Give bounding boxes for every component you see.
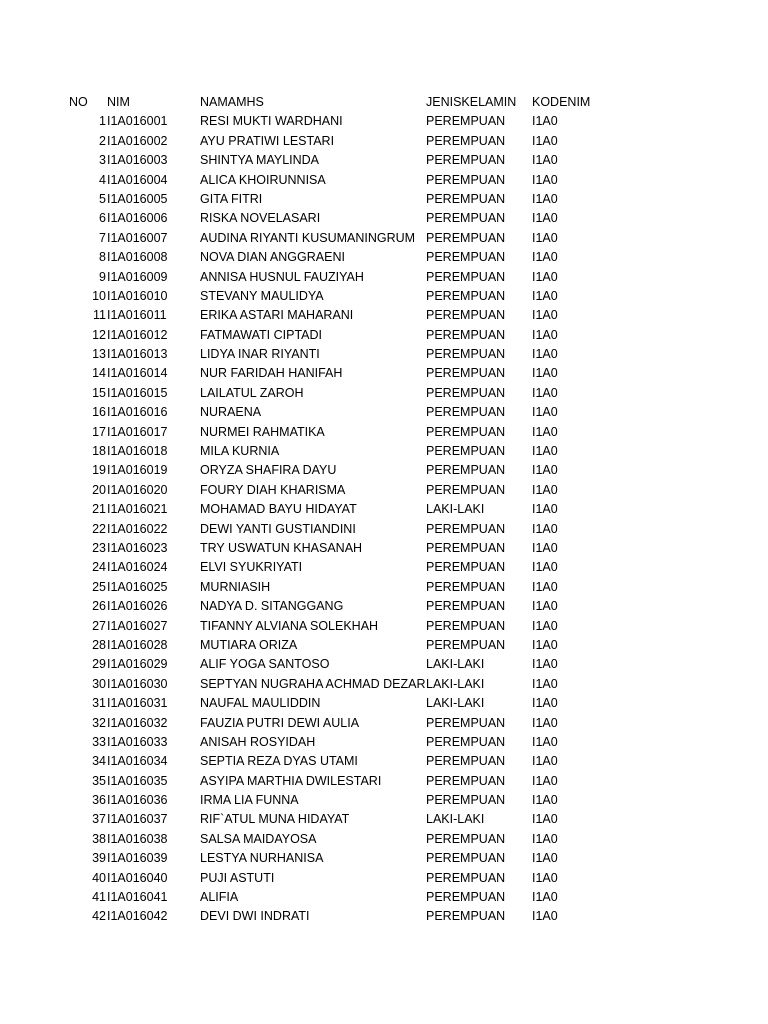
- table-row: [0, 558, 768, 577]
- cell-nim: I1A016032: [107, 715, 168, 730]
- cell-kodenim: I1A0: [532, 890, 558, 905]
- cell-nim: I1A016006: [107, 211, 168, 226]
- table-row: [0, 888, 768, 907]
- cell-jeniskelamin: PEREMPUAN: [426, 250, 506, 265]
- header-namamhs: NAMAMHS: [200, 95, 264, 109]
- cell-kodenim: I1A0: [532, 153, 558, 168]
- table-row: [0, 287, 768, 306]
- table-row: [0, 345, 768, 364]
- cell-jeniskelamin: PEREMPUAN: [426, 269, 506, 284]
- cell-namamhs: MUTIARA ORIZA: [200, 637, 298, 652]
- cell-kodenim: I1A0: [532, 599, 558, 614]
- cell-nim: I1A016016: [107, 405, 168, 420]
- cell-nim: I1A016028: [107, 637, 168, 652]
- cell-nim: I1A016007: [107, 230, 168, 245]
- cell-nim: I1A016036: [107, 793, 168, 808]
- cell-nim: I1A016030: [107, 676, 168, 691]
- table-row: [0, 209, 768, 228]
- cell-kodenim: I1A0: [532, 851, 558, 866]
- cell-no: 19: [92, 463, 106, 478]
- cell-nim: I1A016013: [107, 347, 168, 362]
- cell-kodenim: I1A0: [532, 114, 558, 129]
- cell-jeniskelamin: PEREMPUAN: [426, 540, 506, 555]
- table-body: [0, 112, 768, 926]
- cell-kodenim: I1A0: [532, 579, 558, 594]
- table-row: [0, 306, 768, 325]
- cell-kodenim: I1A0: [532, 812, 558, 827]
- cell-no: 14: [92, 366, 106, 381]
- cell-kodenim: I1A0: [532, 250, 558, 265]
- table-row: [0, 442, 768, 461]
- cell-namamhs: TIFANNY ALVIANA SOLEKHAH: [200, 618, 379, 633]
- cell-jeniskelamin: PEREMPUAN: [426, 831, 506, 846]
- cell-kodenim: I1A0: [532, 424, 558, 439]
- cell-namamhs: ELVI SYUKRIYATI: [200, 560, 303, 575]
- cell-nim: I1A016022: [107, 521, 168, 536]
- cell-kodenim: I1A0: [532, 482, 558, 497]
- table-row: [0, 772, 768, 791]
- cell-nim: I1A016023: [107, 540, 168, 555]
- cell-namamhs: MILA KURNIA: [200, 444, 280, 459]
- cell-namamhs: AUDINA RIYANTI KUSUMANINGRUM: [200, 230, 416, 245]
- cell-jeniskelamin: PEREMPUAN: [426, 909, 506, 924]
- table-row: [0, 694, 768, 713]
- cell-kodenim: I1A0: [532, 521, 558, 536]
- table-row: [0, 655, 768, 674]
- cell-namamhs: IRMA LIA FUNNA: [200, 793, 299, 808]
- cell-namamhs: RIF`ATUL MUNA HIDAYAT: [200, 812, 350, 827]
- table-header-row: [0, 93, 768, 112]
- table-row: [0, 869, 768, 888]
- cell-no: 32: [92, 715, 106, 730]
- cell-namamhs: NUR FARIDAH HANIFAH: [200, 366, 343, 381]
- cell-namamhs: SEPTIA REZA DYAS UTAMI: [200, 754, 358, 769]
- cell-jeniskelamin: PEREMPUAN: [426, 618, 506, 633]
- cell-no: 31: [92, 696, 106, 711]
- cell-jeniskelamin: LAKI-LAKI: [426, 657, 485, 672]
- cell-no: 27: [92, 618, 106, 633]
- cell-no: 33: [92, 734, 106, 749]
- cell-no: 11: [93, 308, 106, 323]
- table-row: [0, 229, 768, 248]
- cell-jeniskelamin: PEREMPUAN: [426, 308, 506, 323]
- cell-no: 35: [92, 773, 106, 788]
- cell-kodenim: I1A0: [532, 754, 558, 769]
- cell-jeniskelamin: PEREMPUAN: [426, 133, 506, 148]
- cell-no: 7: [99, 230, 106, 245]
- cell-jeniskelamin: PEREMPUAN: [426, 773, 506, 788]
- table-row: [0, 520, 768, 539]
- cell-namamhs: PUJI ASTUTI: [200, 870, 275, 885]
- cell-namamhs: RESI MUKTI WARDHANI: [200, 114, 343, 129]
- cell-jeniskelamin: PEREMPUAN: [426, 463, 506, 478]
- cell-jeniskelamin: PEREMPUAN: [426, 521, 506, 536]
- cell-no: 34: [92, 754, 106, 769]
- cell-jeniskelamin: PEREMPUAN: [426, 599, 506, 614]
- table-row: [0, 190, 768, 209]
- cell-nim: I1A016005: [107, 191, 168, 206]
- cell-jeniskelamin: PEREMPUAN: [426, 890, 506, 905]
- cell-jeniskelamin: PEREMPUAN: [426, 715, 506, 730]
- table-row: [0, 384, 768, 403]
- cell-nim: I1A016040: [107, 870, 168, 885]
- cell-nim: I1A016009: [107, 269, 168, 284]
- cell-jeniskelamin: PEREMPUAN: [426, 870, 506, 885]
- student-table: [0, 93, 768, 927]
- cell-no: 28: [92, 637, 106, 652]
- cell-nim: I1A016003: [107, 153, 168, 168]
- cell-jeniskelamin: PEREMPUAN: [426, 793, 506, 808]
- cell-jeniskelamin: PEREMPUAN: [426, 444, 506, 459]
- table-row: [0, 830, 768, 849]
- cell-nim: I1A016011: [107, 308, 167, 323]
- table-row: [0, 617, 768, 636]
- cell-no: 3: [99, 153, 106, 168]
- cell-namamhs: FAUZIA PUTRI DEWI AULIA: [200, 715, 360, 730]
- header-kodenim: KODENIM: [532, 95, 591, 109]
- cell-nim: I1A016031: [107, 696, 168, 711]
- cell-no: 29: [92, 657, 106, 672]
- cell-no: 39: [92, 851, 106, 866]
- cell-namamhs: DEVI DWI INDRATI: [200, 909, 310, 924]
- cell-nim: I1A016014: [107, 366, 168, 381]
- cell-namamhs: STEVANY MAULIDYA: [200, 288, 324, 303]
- table-row: [0, 636, 768, 655]
- cell-nim: I1A016025: [107, 579, 168, 594]
- cell-kodenim: I1A0: [532, 734, 558, 749]
- cell-namamhs: FATMAWATI CIPTADI: [200, 327, 322, 342]
- cell-no: 36: [92, 793, 106, 808]
- cell-jeniskelamin: LAKI-LAKI: [426, 696, 485, 711]
- cell-namamhs: ASYIPA MARTHIA DWILESTARI: [200, 773, 382, 788]
- cell-nim: I1A016010: [107, 288, 168, 303]
- cell-nim: I1A016004: [107, 172, 168, 187]
- cell-nim: I1A016021: [107, 502, 168, 517]
- cell-namamhs: LIDYA INAR RIYANTI: [200, 347, 320, 362]
- cell-kodenim: I1A0: [532, 133, 558, 148]
- cell-no: 37: [92, 812, 106, 827]
- table-row: [0, 112, 768, 131]
- cell-nim: I1A016015: [107, 385, 168, 400]
- cell-namamhs: FOURY DIAH KHARISMA: [200, 482, 346, 497]
- cell-namamhs: ORYZA SHAFIRA DAYU: [200, 463, 337, 478]
- cell-jeniskelamin: PEREMPUAN: [426, 347, 506, 362]
- cell-jeniskelamin: PEREMPUAN: [426, 560, 506, 575]
- cell-no: 40: [92, 870, 106, 885]
- cell-kodenim: I1A0: [532, 909, 558, 924]
- cell-no: 41: [92, 890, 106, 905]
- cell-kodenim: I1A0: [532, 657, 558, 672]
- table-row: [0, 733, 768, 752]
- table-row: [0, 364, 768, 383]
- cell-kodenim: I1A0: [532, 502, 558, 517]
- cell-no: 4: [99, 172, 106, 187]
- cell-nim: I1A016008: [107, 250, 168, 265]
- cell-jeniskelamin: PEREMPUAN: [426, 288, 506, 303]
- table-row: [0, 132, 768, 151]
- cell-namamhs: ANNISA HUSNUL FAUZIYAH: [200, 269, 364, 284]
- table-row: [0, 500, 768, 519]
- cell-jeniskelamin: PEREMPUAN: [426, 385, 506, 400]
- table-row: [0, 714, 768, 733]
- cell-kodenim: I1A0: [532, 211, 558, 226]
- cell-jeniskelamin: PEREMPUAN: [426, 424, 506, 439]
- cell-kodenim: I1A0: [532, 618, 558, 633]
- cell-namamhs: MURNIASIH: [200, 579, 271, 594]
- cell-nim: I1A016027: [107, 618, 168, 633]
- cell-jeniskelamin: PEREMPUAN: [426, 191, 506, 206]
- cell-no: 25: [92, 579, 106, 594]
- cell-namamhs: ALICA KHOIRUNNISA: [200, 172, 326, 187]
- cell-no: 20: [92, 482, 106, 497]
- cell-kodenim: I1A0: [532, 560, 558, 575]
- cell-jeniskelamin: PEREMPUAN: [426, 366, 506, 381]
- cell-no: 16: [92, 405, 106, 420]
- cell-jeniskelamin: PEREMPUAN: [426, 153, 506, 168]
- cell-nim: I1A016002: [107, 133, 168, 148]
- cell-no: 38: [92, 831, 106, 846]
- cell-kodenim: I1A0: [532, 269, 558, 284]
- cell-kodenim: I1A0: [532, 870, 558, 885]
- table-row: [0, 578, 768, 597]
- table-row: [0, 151, 768, 170]
- cell-nim: I1A016037: [107, 812, 168, 827]
- cell-no: 18: [92, 444, 106, 459]
- cell-namamhs: GITA FITRI: [200, 191, 263, 206]
- cell-nim: I1A016024: [107, 560, 168, 575]
- cell-kodenim: I1A0: [532, 540, 558, 555]
- cell-no: 10: [92, 288, 106, 303]
- table-row: [0, 268, 768, 287]
- cell-no: 12: [92, 327, 106, 342]
- cell-namamhs: LAILATUL ZAROH: [200, 385, 304, 400]
- cell-namamhs: AYU PRATIWI LESTARI: [200, 133, 335, 148]
- cell-no: 21: [92, 502, 106, 517]
- cell-jeniskelamin: PEREMPUAN: [426, 754, 506, 769]
- cell-nim: I1A016035: [107, 773, 168, 788]
- cell-nim: I1A016012: [107, 327, 168, 342]
- cell-namamhs: SEPTYAN NUGRAHA ACHMAD DEZAR: [200, 676, 426, 691]
- cell-namamhs: SHINTYA MAYLINDA: [200, 153, 320, 168]
- cell-nim: I1A016019: [107, 463, 168, 478]
- cell-kodenim: I1A0: [532, 715, 558, 730]
- cell-nim: I1A016038: [107, 831, 168, 846]
- cell-namamhs: NURMEI RAHMATIKA: [200, 424, 325, 439]
- cell-kodenim: I1A0: [532, 191, 558, 206]
- cell-kodenim: I1A0: [532, 385, 558, 400]
- cell-kodenim: I1A0: [532, 172, 558, 187]
- cell-namamhs: ALIF YOGA SANTOSO: [200, 657, 330, 672]
- cell-nim: I1A016026: [107, 599, 168, 614]
- cell-nim: I1A016029: [107, 657, 168, 672]
- cell-kodenim: I1A0: [532, 288, 558, 303]
- cell-namamhs: NURAENA: [200, 405, 262, 420]
- cell-nim: I1A016017: [107, 424, 168, 439]
- cell-namamhs: ALIFIA: [200, 890, 239, 905]
- cell-namamhs: LESTYA NURHANISA: [200, 851, 324, 866]
- cell-no: 6: [99, 211, 106, 226]
- cell-jeniskelamin: PEREMPUAN: [426, 211, 506, 226]
- cell-kodenim: I1A0: [532, 405, 558, 420]
- cell-no: 23: [92, 540, 106, 555]
- cell-nim: I1A016018: [107, 444, 168, 459]
- cell-jeniskelamin: PEREMPUAN: [426, 637, 506, 652]
- table-row: [0, 403, 768, 422]
- cell-jeniskelamin: PEREMPUAN: [426, 851, 506, 866]
- cell-nim: I1A016034: [107, 754, 168, 769]
- cell-nim: I1A016001: [107, 114, 168, 129]
- table-row: [0, 752, 768, 771]
- cell-nim: I1A016041: [107, 890, 168, 905]
- cell-jeniskelamin: LAKI-LAKI: [426, 502, 485, 517]
- cell-namamhs: ERIKA ASTARI MAHARANI: [200, 308, 354, 323]
- cell-no: 13: [92, 347, 106, 362]
- cell-no: 1: [99, 114, 106, 129]
- cell-namamhs: ANISAH ROSYIDAH: [200, 734, 316, 749]
- cell-namamhs: DEWI YANTI GUSTIANDINI: [200, 521, 356, 536]
- cell-kodenim: I1A0: [532, 637, 558, 652]
- cell-no: 15: [92, 385, 106, 400]
- cell-namamhs: MOHAMAD BAYU HIDAYAT: [200, 502, 357, 517]
- cell-jeniskelamin: PEREMPUAN: [426, 230, 506, 245]
- cell-jeniskelamin: LAKI-LAKI: [426, 676, 485, 691]
- cell-no: 42: [92, 909, 106, 924]
- header-jeniskelamin: JENISKELAMIN: [426, 95, 517, 109]
- table-row: [0, 539, 768, 558]
- cell-namamhs: SALSA MAIDAYOSA: [200, 831, 317, 846]
- cell-kodenim: I1A0: [532, 230, 558, 245]
- table-row: [0, 810, 768, 829]
- table-row: [0, 326, 768, 345]
- cell-kodenim: I1A0: [532, 696, 558, 711]
- cell-no: 24: [92, 560, 106, 575]
- table-row: [0, 481, 768, 500]
- cell-jeniskelamin: PEREMPUAN: [426, 114, 506, 129]
- cell-jeniskelamin: PEREMPUAN: [426, 327, 506, 342]
- cell-nim: I1A016042: [107, 909, 168, 924]
- cell-no: 22: [92, 521, 106, 536]
- cell-kodenim: I1A0: [532, 308, 558, 323]
- cell-nim: I1A016033: [107, 734, 168, 749]
- cell-no: 17: [92, 424, 106, 439]
- cell-nim: I1A016039: [107, 851, 168, 866]
- cell-jeniskelamin: PEREMPUAN: [426, 579, 506, 594]
- cell-no: 2: [99, 133, 106, 148]
- cell-no: 9: [99, 269, 106, 284]
- cell-jeniskelamin: LAKI-LAKI: [426, 812, 485, 827]
- cell-namamhs: TRY USWATUN KHASANAH: [200, 540, 363, 555]
- table-row: [0, 597, 768, 616]
- cell-no: 26: [92, 599, 106, 614]
- cell-no: 5: [99, 191, 106, 206]
- header-no: NO: [69, 95, 88, 109]
- cell-namamhs: NOVA DIAN ANGGRAENI: [200, 250, 345, 265]
- table-row: [0, 907, 768, 926]
- cell-no: 8: [99, 250, 106, 265]
- cell-kodenim: I1A0: [532, 347, 558, 362]
- cell-namamhs: NAUFAL MAULIDDIN: [200, 696, 321, 711]
- table-row: [0, 171, 768, 190]
- cell-kodenim: I1A0: [532, 831, 558, 846]
- cell-jeniskelamin: PEREMPUAN: [426, 482, 506, 497]
- table-row: [0, 849, 768, 868]
- cell-jeniskelamin: PEREMPUAN: [426, 172, 506, 187]
- table-row: [0, 248, 768, 267]
- cell-nim: I1A016020: [107, 482, 168, 497]
- table-row: [0, 675, 768, 694]
- cell-jeniskelamin: PEREMPUAN: [426, 734, 506, 749]
- cell-kodenim: I1A0: [532, 366, 558, 381]
- cell-kodenim: I1A0: [532, 676, 558, 691]
- cell-no: 30: [92, 676, 106, 691]
- cell-kodenim: I1A0: [532, 793, 558, 808]
- cell-namamhs: RISKA NOVELASARI: [200, 211, 321, 226]
- cell-kodenim: I1A0: [532, 327, 558, 342]
- cell-kodenim: I1A0: [532, 444, 558, 459]
- table-row: [0, 791, 768, 810]
- cell-kodenim: I1A0: [532, 773, 558, 788]
- table-row: [0, 461, 768, 480]
- header-nim: NIM: [107, 95, 130, 109]
- cell-kodenim: I1A0: [532, 463, 558, 478]
- table-row: [0, 423, 768, 442]
- cell-namamhs: NADYA D. SITANGGANG: [200, 599, 344, 614]
- cell-jeniskelamin: PEREMPUAN: [426, 405, 506, 420]
